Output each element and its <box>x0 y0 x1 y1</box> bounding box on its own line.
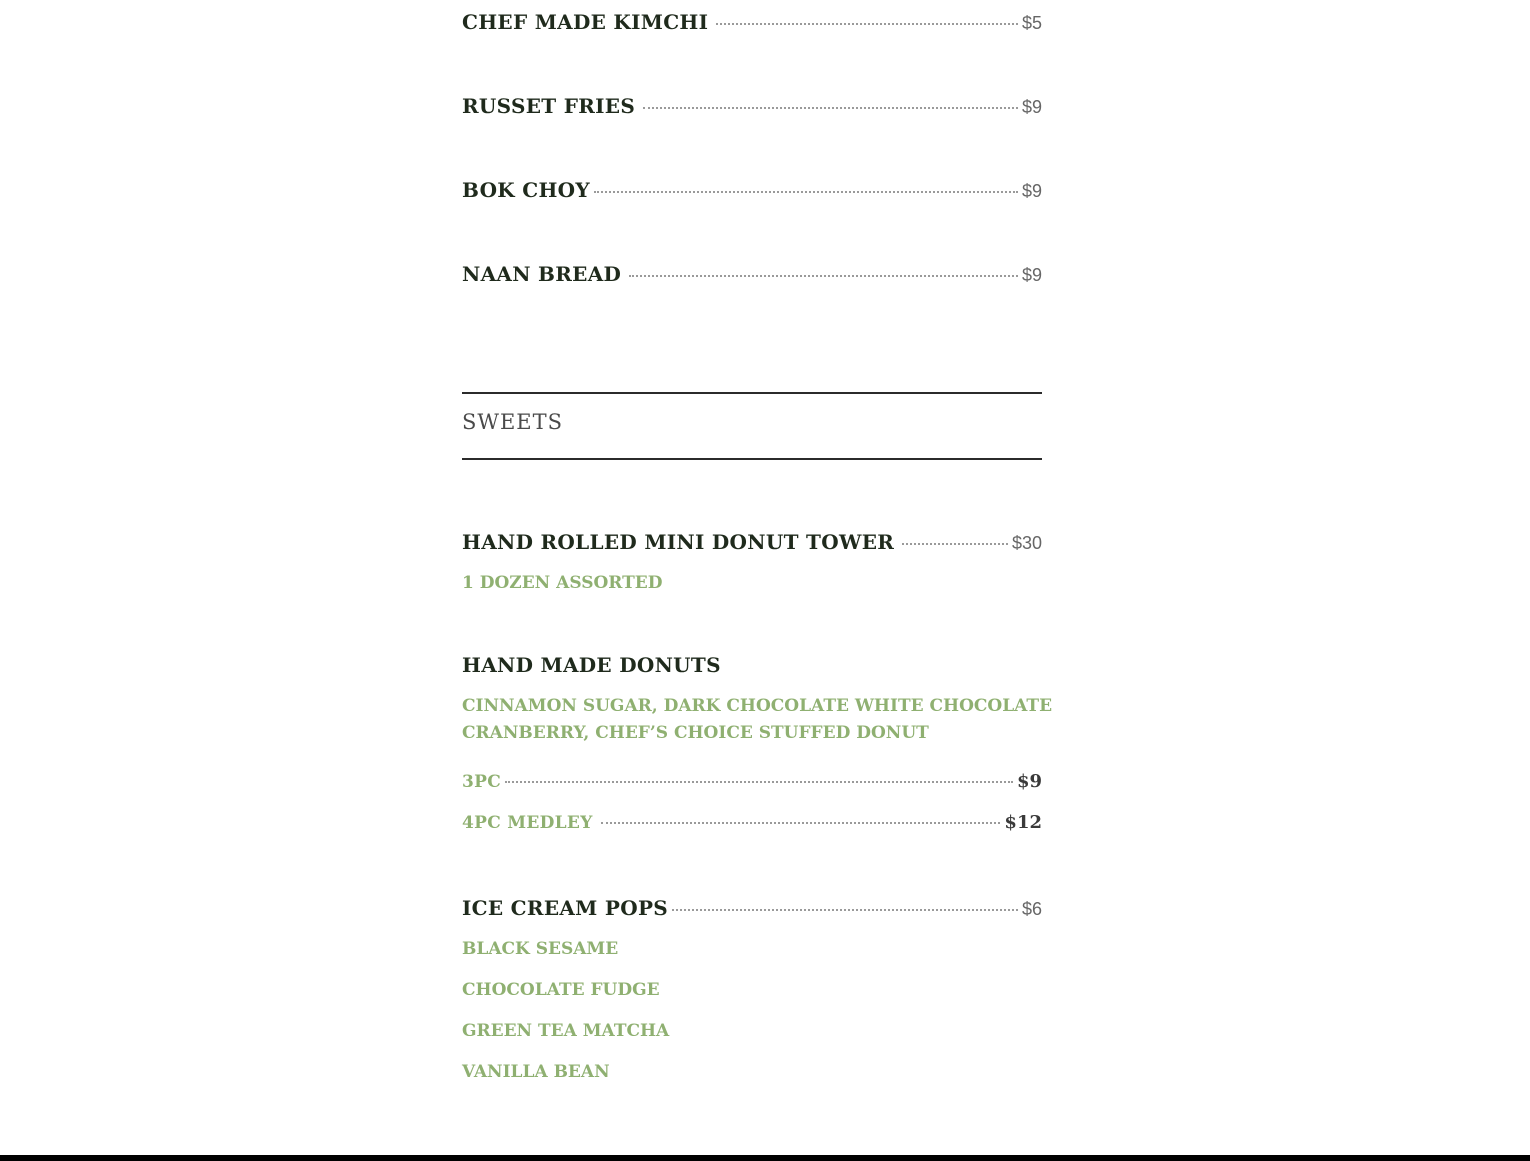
menu-item-kimchi <box>462 10 1042 40</box>
dot-leader <box>601 822 1001 824</box>
flavor-chocolate-fudge: CHOCOLATE FUDGE <box>462 980 660 1000</box>
item-description-line1: CINNAMON SUGAR, DARK CHOCOLATE WHITE CHOCOLATE <box>462 696 1053 716</box>
dot-leader <box>716 23 1018 25</box>
menu-item-hand-made-donuts <box>462 653 1042 683</box>
footer-bar <box>0 1155 1530 1161</box>
item-price: $6 <box>1021 899 1042 919</box>
dot-leader <box>629 275 1018 277</box>
item-price: $9 <box>1021 181 1042 201</box>
flavor-green-tea-matcha: GREEN TEA MATCHA <box>462 1021 670 1041</box>
donut-option-3pc <box>462 771 1042 801</box>
item-description: 1 DOZEN ASSORTED <box>462 573 663 593</box>
item-name: BOK CHOY <box>462 178 590 202</box>
item-price: $9 <box>1021 265 1042 285</box>
option-price: $9 <box>1016 771 1042 792</box>
dot-leader <box>505 781 1013 783</box>
dot-leader <box>643 107 1018 109</box>
item-description-line2: CRANBERRY, CHEF’S CHOICE STUFFED DONUT <box>462 723 929 743</box>
item-name: CHEF MADE KIMCHI <box>462 10 709 34</box>
dot-leader <box>902 543 1008 545</box>
menu-item-russet-fries <box>462 94 1042 124</box>
item-name: NAAN BREAD <box>462 262 622 286</box>
item-price: $5 <box>1021 13 1042 33</box>
section-title-sweets: SWEETS <box>462 410 564 434</box>
donut-option-4pc-medley <box>462 812 1042 842</box>
option-price: $12 <box>1004 812 1042 833</box>
section-rule-bottom <box>462 458 1042 460</box>
item-price: $30 <box>1011 533 1042 553</box>
menu-item-ice-cream-pops <box>462 896 1042 926</box>
item-name: HAND ROLLED MINI DONUT TOWER <box>462 530 895 554</box>
option-label: 4PC MEDLEY <box>462 813 593 833</box>
item-name: HAND MADE DONUTS <box>462 653 721 677</box>
menu-item-naan-bread <box>462 262 1042 292</box>
section-rule-top <box>462 392 1042 394</box>
flavor-vanilla-bean: VANILLA BEAN <box>462 1062 610 1082</box>
menu-item-bok-choy <box>462 178 1042 208</box>
item-name: RUSSET FRIES <box>462 94 636 118</box>
item-price: $9 <box>1021 97 1042 117</box>
item-name: ICE CREAM POPS <box>462 896 669 920</box>
dot-leader <box>672 909 1018 911</box>
flavor-black-sesame: BLACK SESAME <box>462 939 619 959</box>
dot-leader <box>594 191 1018 193</box>
menu-item-donut-tower <box>462 530 1042 560</box>
option-label: 3PC <box>462 772 502 792</box>
